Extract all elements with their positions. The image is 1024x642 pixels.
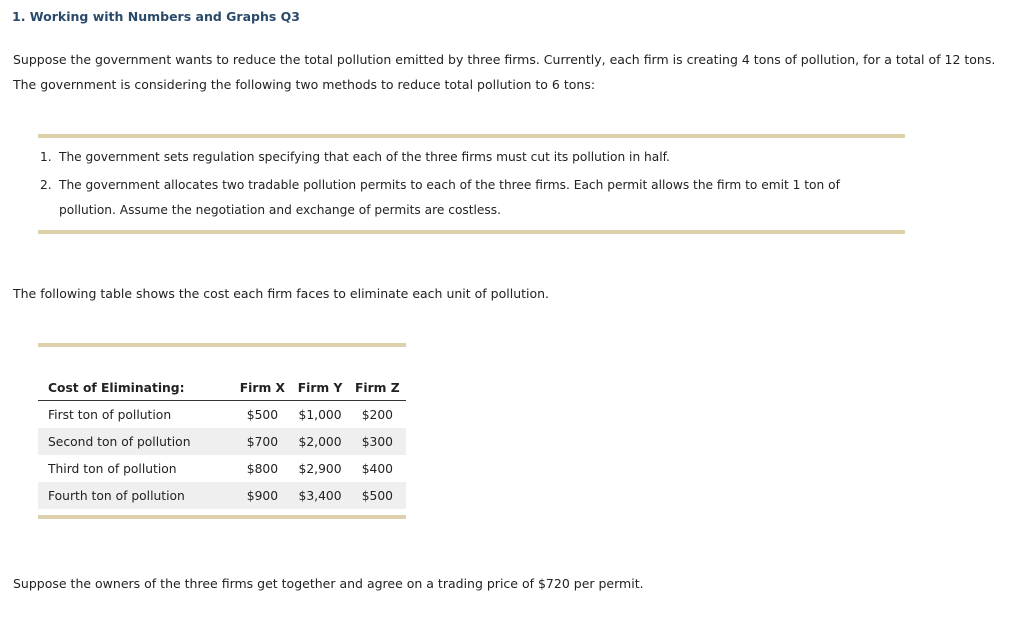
table-cell: $500 — [246, 407, 279, 422]
column-header: Firm Z — [349, 375, 406, 401]
intro-paragraph: Suppose the government wants to reduce the total pollution emitted by three firms. Currently, each firm is creating 4 tons of pollution, for a total of 12 tons. The government is considering the following two methods to reduce total pollution to 6 tons: — [13, 52, 996, 92]
table-header-row — [38, 375, 406, 401]
page-title: 1. Working with Numbers and Graphs Q3 — [12, 9, 300, 24]
table-cell: $900 — [233, 482, 291, 509]
table-cell: $1,000 — [298, 407, 342, 422]
table-top-rule — [38, 343, 406, 347]
column-header: Firm X — [233, 375, 291, 401]
table-cell: $200 — [361, 407, 393, 422]
bottom-divider — [38, 230, 905, 234]
table-cell: $700 — [233, 428, 291, 455]
table-cell: $3,400 — [291, 482, 348, 509]
column-header: Cost of Eliminating: — [38, 375, 233, 401]
top-divider — [38, 134, 905, 138]
table-cell: $2,000 — [291, 428, 348, 455]
list-text: The government sets regulation specifying that each of the three firms must cut its pollution in half. — [59, 150, 670, 164]
cost-table — [38, 375, 406, 509]
list-item — [38, 145, 898, 170]
table-cell: $400 — [361, 461, 393, 476]
list-text: The government allocates two tradable pollution permits to each of the three firms. Each permit allows the firm to emit 1 ton of pollution. Assume the negotiation and exchange of permits are costless. — [59, 178, 840, 217]
footer-paragraph: Suppose the owners of the three firms get together and agree on a trading price of $720 per permit. — [13, 576, 644, 591]
row-label: First ton of pollution — [48, 407, 172, 422]
table-row — [38, 401, 406, 429]
table-row — [38, 455, 406, 482]
list-item — [38, 173, 898, 223]
table-row — [38, 482, 406, 509]
table-row — [38, 428, 406, 455]
methods-list — [38, 145, 898, 223]
table-bottom-rule — [38, 515, 406, 519]
table-cell: $800 — [246, 461, 279, 476]
table-intro: The following table shows the cost each firm faces to eliminate each unit of pollution. — [13, 286, 550, 301]
row-label: Second ton of pollution — [38, 428, 233, 455]
table-cell: $2,900 — [298, 461, 342, 476]
row-label: Fourth ton of pollution — [38, 482, 233, 509]
table-cell: $300 — [349, 428, 406, 455]
list-number: 2. — [40, 178, 52, 192]
list-number: 1. — [40, 150, 52, 164]
row-label: Third ton of pollution — [48, 461, 177, 476]
column-header: Firm Y — [291, 375, 348, 401]
table-cell: $500 — [349, 482, 406, 509]
